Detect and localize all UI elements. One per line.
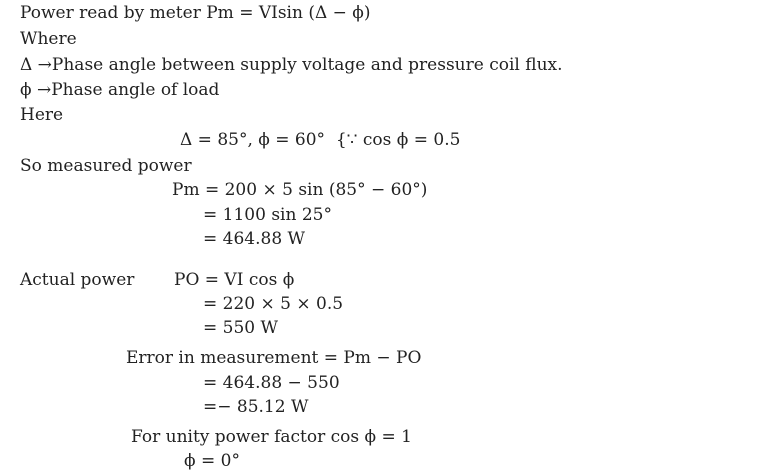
delta-definition: Δ →Phase angle between supply voltage and pressure coil flux. bbox=[20, 55, 563, 75]
error-step-1: = 464.88 − 550 bbox=[203, 373, 340, 393]
actual-power-step-1: PO = VI cos ϕ bbox=[174, 270, 295, 290]
error-formula: Error in measurement = Pm − PO bbox=[126, 348, 422, 368]
where-label: Where bbox=[20, 29, 77, 49]
measured-power-step-1: Pm = 200 × 5 sin (85° − 60°) bbox=[172, 180, 428, 200]
actual-power-label: Actual power bbox=[20, 270, 135, 290]
error-result: =− 85.12 W bbox=[203, 397, 309, 417]
actual-power-result: = 550 W bbox=[203, 318, 278, 338]
here-label: Here bbox=[20, 105, 64, 125]
measured-power-step-2: = 1100 sin 25° bbox=[203, 205, 332, 225]
phi-definition: ϕ →Phase angle of load bbox=[20, 80, 220, 100]
meter-reading-formula: Power read by meter Pm = VIsin (Δ − ϕ) bbox=[20, 3, 371, 23]
unity-pf-condition: For unity power factor cos ϕ = 1 bbox=[131, 427, 412, 447]
actual-power-step-2: = 220 × 5 × 0.5 bbox=[203, 294, 344, 314]
measured-power-result: = 464.88 W bbox=[203, 229, 306, 249]
unity-pf-angle: ϕ = 0° bbox=[184, 451, 240, 471]
given-angles: Δ = 85°, ϕ = 60° {∵ cos ϕ = 0.5 bbox=[180, 130, 461, 150]
measured-power-label: So measured power bbox=[20, 156, 192, 176]
